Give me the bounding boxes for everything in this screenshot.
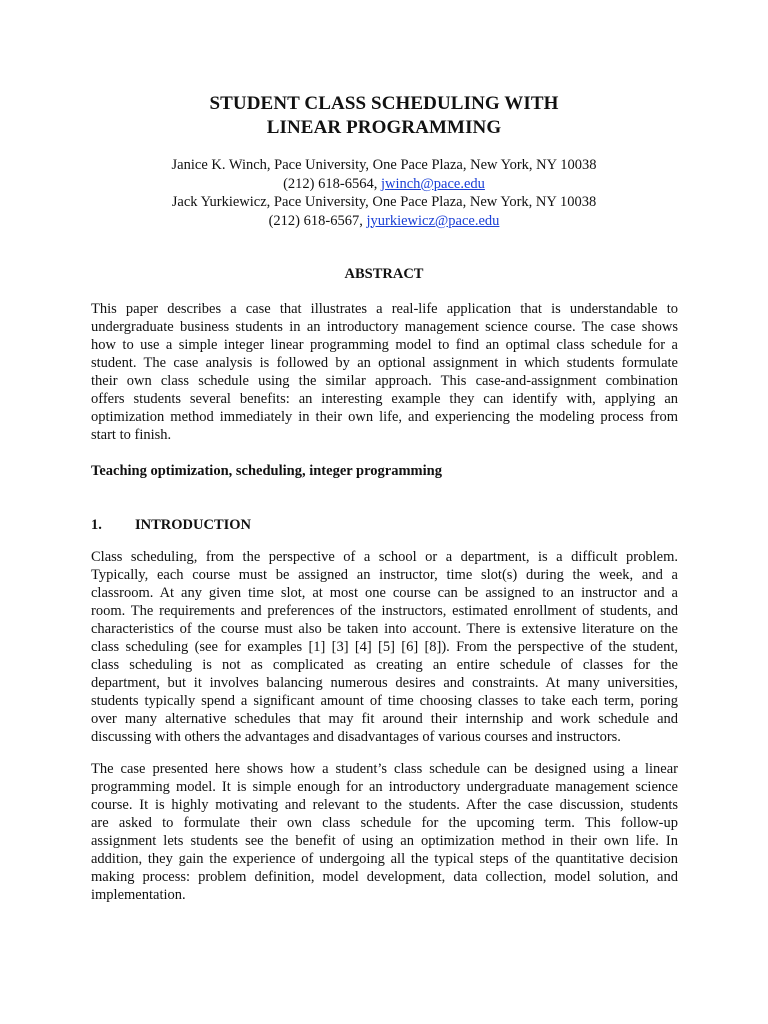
abstract-line: undergraduate business students in an introductory management science course. The case shows — [91, 319, 678, 335]
paragraph-line: discussing with others the advantages and disadvantages of various courses and instructors. — [91, 729, 621, 745]
paragraph-line: assignment lets students see the benefit of using an optimization method in their own life. In — [91, 833, 678, 849]
paragraph-line: addition, they gain the experience of undergoing all the typical steps of the quantitative decision — [91, 851, 678, 867]
abstract-line: student. The case analysis is followed by an optional assignment in which students formulate — [91, 355, 678, 371]
abstract-line: offers students several benefits: an interesting example they can identify with, applying an — [91, 391, 678, 407]
abstract-paragraph — [91, 300, 678, 444]
abstract-line: how to use a simple integer linear programming model to find an optimal class schedule for a — [91, 337, 678, 353]
author-2-contact — [0, 212, 768, 231]
title-line-1: STUDENT CLASS SCHEDULING WITH — [209, 93, 559, 114]
author-2-phone: (212) 618-6567, — [268, 212, 363, 229]
abstract-line: start to finish. — [91, 427, 172, 443]
paragraph-line: class scheduling (see for examples [1] [3] [4] [5] [6] [8]). From the perspective of the student, — [91, 639, 678, 655]
paragraph-line: class scheduling is not as complicated as creating an entire schedule of classes for the — [91, 657, 678, 673]
author-1-affiliation: Janice K. Winch, Pace University, One Pace Plaza, New York, NY 10038 — [171, 157, 597, 173]
paper-title — [0, 92, 768, 140]
paragraph-line: implementation. — [91, 887, 186, 903]
author-2-affiliation: Jack Yurkiewicz, Pace University, One Pace Plaza, New York, NY 10038 — [171, 194, 597, 210]
abstract-line: This paper describes a case that illustrates a real-life application that is understandable to — [91, 301, 678, 317]
author-block — [0, 156, 768, 230]
abstract-line: optimization method immediately in their own life, and experiencing the modeling process from — [91, 409, 678, 425]
title-line-2: LINEAR PROGRAMMING — [266, 117, 502, 138]
paragraph-line: characteristics of the course must also be taken into account. There is extensive literature on the — [91, 621, 678, 637]
paragraph-line: students typically spend a significant amount of time choosing classes to take each term, poring — [91, 693, 678, 709]
abstract-line: their own class schedule using the similar approach. This case-and-assignment combination — [91, 373, 678, 389]
paragraph-line: Class scheduling, from the perspective of a school or a department, is a difficult problem. — [91, 549, 678, 565]
author-1-email-link[interactable]: jwinch@pace.edu — [380, 175, 485, 192]
paragraph-line: over many alternative schedules that may fit around their internship and work schedule and — [91, 711, 678, 727]
section-number: 1. — [91, 517, 102, 533]
intro-paragraph-1 — [91, 548, 678, 746]
paragraph-line: making process: problem definition, model development, data collection, model solution, and — [91, 869, 678, 885]
paragraph-line: room. The requirements and preferences of the instructors, estimated enrollment of students, and — [91, 603, 678, 619]
paragraph-line: course. It is highly motivating and relevant to the students. After the case discussion, students — [91, 797, 678, 813]
author-1-phone: (212) 618-6564, — [283, 175, 378, 192]
section-title: INTRODUCTION — [135, 517, 252, 533]
abstract-heading: ABSTRACT — [344, 266, 424, 282]
section-1-heading — [91, 516, 251, 534]
paragraph-line: Typically, each course must be assigned an instructor, time slot(s) during the week, and a — [91, 567, 678, 583]
paragraph-line: department, but it involves balancing numerous desires and constraints. At many universities, — [91, 675, 678, 691]
paragraph-line: are asked to formulate their own class schedule for the upcoming term. This follow-up — [91, 815, 678, 831]
paragraph-line: classroom. At any given time slot, at most one course can be assigned to an instructor and a — [91, 585, 678, 601]
author-2-email-link[interactable]: jyurkiewicz@pace.edu — [366, 212, 500, 229]
author-1-contact — [0, 175, 768, 194]
keywords: Teaching optimization, scheduling, integer programming — [91, 463, 442, 479]
paragraph-line: The case presented here shows how a student’s class schedule can be designed using a linear — [91, 761, 678, 777]
paragraph-line: programming model. It is simple enough for an introductory undergraduate management science — [91, 779, 678, 795]
intro-paragraph-2 — [91, 760, 678, 904]
